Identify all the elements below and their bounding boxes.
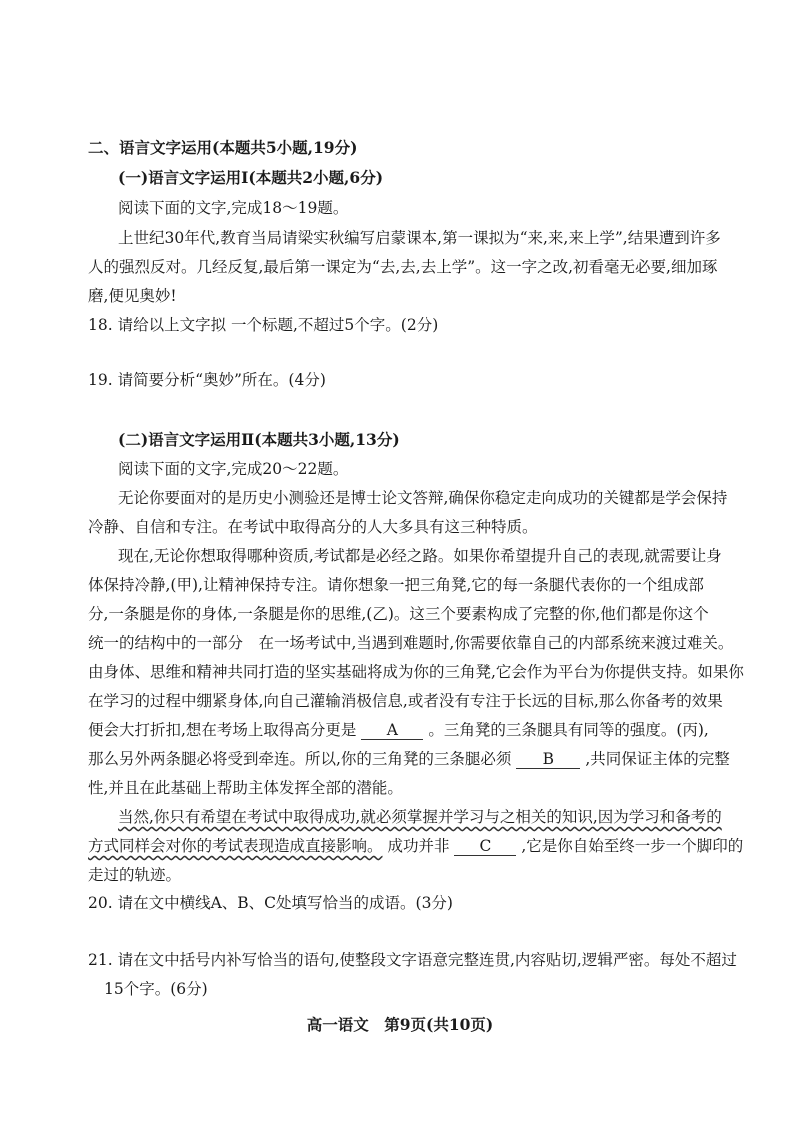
passage-text: ,共同保证主体的完整	[585, 750, 730, 768]
passage-line: 现在,无论你想取得哪种资质,考试都是必经之路。如果你希望提升自己的表现,就需要让身	[118, 547, 722, 565]
question-21: 21. 请在文中括号内补写恰当的语句,使整段文字语意完整连贯,内容贴切,逻辑严密。每处不超过	[88, 951, 737, 969]
question-21-cont: 15个字。(6分)	[104, 980, 208, 998]
blank-c: C	[454, 837, 516, 856]
passage-line	[88, 749, 730, 769]
passage-line: 在学习的过程中绷紧身体,向自己灌输消极信息,或者没有专注于长远的目标,那么你备考的效果	[88, 692, 723, 710]
passage-line	[88, 720, 709, 740]
blank-b: B	[516, 750, 580, 769]
passage-line	[118, 807, 722, 827]
passage-line	[88, 836, 743, 856]
blank-a: A	[361, 721, 423, 740]
passage-line: 走过的轨迹。	[88, 866, 182, 884]
passage-text: 成功并非	[387, 837, 450, 855]
wavy-underlined-text: 方式同样会对你的考试表现造成直接影响。	[88, 837, 383, 855]
passage-text: ,它是你自始至终一步一个脚印的	[521, 837, 744, 855]
question-18: 18. 请给以上文字拟 一个标题,不超过5个字。(2分)	[88, 316, 439, 334]
passage-line: 由身体、思维和精神共同打造的坚实基础将成为你的三角凳,它会作为平台为你提供支持。如果你	[88, 663, 744, 681]
wavy-underlined-text: 当然,你只有希望在考试中取得成功,就必须掌握并学习与之相关的知识,因为学习和备考的	[118, 808, 722, 826]
part2-instruction: 阅读下面的文字,完成20～22题。	[118, 460, 349, 478]
part2-heading: (二)语言文字运用Ⅱ(本题共3小题,13分)	[118, 430, 400, 449]
passage-text: 便会大打折扣,想在考场上取得高分更是	[88, 721, 357, 739]
question-20: 20. 请在文中横线A、B、C处填写恰当的成语。(3分)	[88, 894, 453, 912]
part1-passage-line: 磨,便见奥妙!	[88, 287, 177, 305]
passage-line: 冷静、自信和专注。在考试中取得高分的人大多具有这三种特质。	[88, 518, 538, 536]
part1-passage-line: 人的强烈反对。几经反复,最后第一课定为“去,去,去上学”。这一字之改,初看毫无必要,细加琢	[88, 258, 718, 276]
passage-line: 体保持冷静,(甲),让精神保持专注。请你想象一把三角凳,它的每一条腿代表你的一个组成部	[88, 576, 704, 594]
passage-text: 。三角凳的三条腿具有同等的强度。(丙),	[428, 721, 709, 739]
question-19: 19. 请简要分析“奥妙”所在。(4分)	[88, 371, 326, 389]
section-title: 二、语言文字运用(本题共5小题,19分)	[88, 138, 358, 157]
passage-line: 无论你要面对的是历史小测验还是博士论文答辩,确保你稳定走向成功的关键都是学会保持	[118, 489, 728, 507]
passage-line: 分,一条腿是你的身体,一条腿是你的思维,(乙)。这三个要素构成了完整的你,他们都是你这个	[88, 605, 709, 623]
part1-heading: (一)语言文字运用Ⅰ(本题共2小题,6分)	[118, 168, 384, 187]
passage-line: 性,并且在此基础上帮助主体发挥全部的潜能。	[88, 779, 403, 797]
page-footer: 高一语文 第9页(共10页)	[306, 1015, 494, 1034]
passage-text: 那么另外两条腿必将受到牵连。所以,你的三角凳的三条腿必须	[88, 750, 512, 768]
part1-instruction: 阅读下面的文字,完成18～19题。	[118, 199, 349, 217]
passage-line: 统一的结构中的一部分 在一场考试中,当遇到难题时,你需要依靠自己的内部系统来渡过难关。	[88, 634, 734, 652]
part1-passage-line: 上世纪30年代,教育当局请梁实秋编写启蒙课本,第一课拟为“来,来,来上学”,结果遭到许多	[118, 229, 721, 247]
